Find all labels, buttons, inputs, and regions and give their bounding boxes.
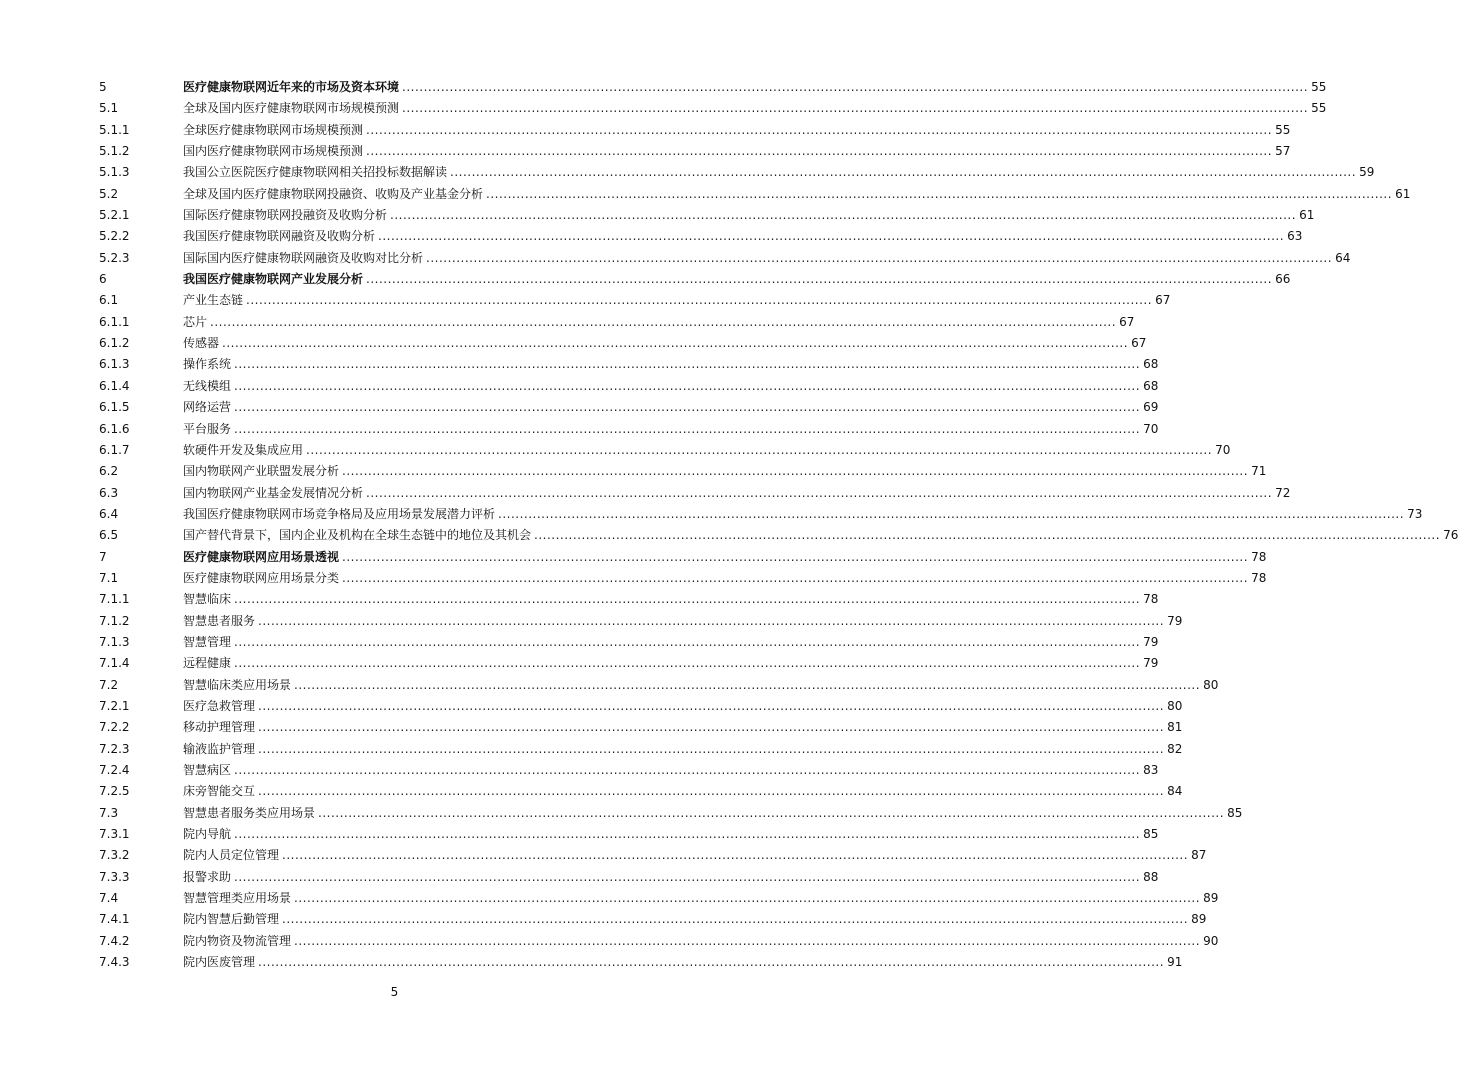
toc-entry[interactable] <box>99 888 1219 909</box>
toc-entry-number: 7.1 <box>99 570 119 585</box>
dot-leader: .................................................................................................................................................................................................................. <box>378 229 1285 244</box>
toc-entry-title: 网络运营 <box>183 400 232 415</box>
dot-leader: .................................................................................................................................................................................................................. <box>258 955 1165 970</box>
toc-entry[interactable] <box>99 739 1183 760</box>
toc-entry[interactable] <box>99 845 1207 866</box>
toc-entry-title: 国际国内医疗健康物联网融资及收购对比分析 <box>183 250 424 265</box>
toc-entry[interactable] <box>99 611 1183 632</box>
dot-leader: .................................................................................................................................................................................................................. <box>342 570 1249 585</box>
toc-entry[interactable] <box>99 376 1159 397</box>
toc-entry-number: 5.1.3 <box>99 165 130 180</box>
toc-entry-page: 63 <box>1287 229 1303 244</box>
toc-entry-page: 68 <box>1143 357 1159 372</box>
toc-entry-number: 7.3.3 <box>99 869 130 884</box>
toc-entry-title: 医疗健康物联网应用场景分类 <box>183 570 340 585</box>
toc-entry-page: 55 <box>1311 80 1327 94</box>
dot-leader: .................................................................................................................................................................................................................. <box>234 400 1141 415</box>
toc-entry-number: 7.1.3 <box>99 634 130 649</box>
dot-leader: .................................................................................................................................................................................................................. <box>234 421 1141 436</box>
toc-entry-number: 7.2.4 <box>99 763 130 777</box>
toc-entry-page: 55 <box>1275 122 1291 137</box>
dot-leader: .................................................................................................................................................................................................................. <box>258 741 1165 756</box>
dot-leader: .................................................................................................................................................................................................................. <box>294 933 1201 948</box>
dot-leader: .................................................................................................................................................................................................................. <box>246 293 1153 308</box>
toc-entry[interactable] <box>99 184 1411 205</box>
toc-entry-title: 国内医疗健康物联网市场规模预测 <box>183 144 364 159</box>
toc-entry-title: 智慧管理类应用场景 <box>183 891 292 906</box>
toc-entry-number: 5.2.3 <box>99 250 130 265</box>
toc-entry[interactable] <box>99 696 1183 717</box>
dot-leader: .................................................................................................................................................................................................................. <box>282 848 1189 863</box>
toc-entry[interactable] <box>99 98 1327 119</box>
toc-entry-title: 智慧病区 <box>183 763 232 777</box>
dot-leader: .................................................................................................................................................................................................................. <box>498 506 1405 521</box>
dot-leader: .................................................................................................................................................................................................................. <box>318 805 1225 820</box>
toc-entry[interactable] <box>99 653 1159 674</box>
toc-entry-page: 89 <box>1191 912 1207 927</box>
page-number: 5 <box>390 985 399 999</box>
dot-leader: .................................................................................................................................................................................................................. <box>258 698 1165 713</box>
dot-leader: .................................................................................................................................................................................................................. <box>294 677 1201 692</box>
toc-entry-title: 国产替代背景下，国内企业及机构在全球生态链中的地位及其机会 <box>183 528 532 543</box>
toc-entry-title: 医疗健康物联网近年来的市场及资本环境 <box>183 80 400 94</box>
toc-entry-number: 5.2.1 <box>99 208 130 223</box>
toc-entry[interactable] <box>99 141 1291 162</box>
toc-entry-page: 68 <box>1143 378 1159 393</box>
dot-leader: .................................................................................................................................................................................................................. <box>366 272 1273 287</box>
toc-entry-title: 无线模组 <box>183 378 232 393</box>
toc-entry-title: 智慧患者服务 <box>183 613 256 628</box>
toc-entry-page: 89 <box>1203 891 1219 906</box>
toc-entry[interactable] <box>99 354 1159 375</box>
toc-entry-number: 6.3 <box>99 485 119 500</box>
toc-entry-title: 床旁智能交互 <box>183 784 256 799</box>
dot-leader: .................................................................................................................................................................................................................. <box>258 784 1165 799</box>
toc-entry-page: 81 <box>1167 720 1183 735</box>
toc-entry-title: 我国公立医院医疗健康物联网相关招投标数据解读 <box>183 165 448 180</box>
toc-entry-page: 70 <box>1215 442 1231 457</box>
toc-entry-title: 全球及国内医疗健康物联网投融资、收购及产业基金分析 <box>183 186 484 201</box>
toc-entry-title: 移动护理管理 <box>183 720 256 735</box>
toc-entry-page: 88 <box>1143 869 1159 884</box>
dot-leader: .................................................................................................................................................................................................................. <box>402 80 1309 94</box>
toc-entry[interactable] <box>99 440 1231 461</box>
toc-entry[interactable] <box>99 717 1183 738</box>
toc-entry-number: 6.1.3 <box>99 357 130 372</box>
dot-leader: .................................................................................................................................................................................................................. <box>402 101 1309 116</box>
toc-entry[interactable] <box>99 632 1159 653</box>
toc-entry[interactable] <box>99 525 1458 546</box>
toc-entry[interactable] <box>99 781 1183 802</box>
dot-leader: .................................................................................................................................................................................................................. <box>234 763 1141 777</box>
toc-entry-page: 66 <box>1275 272 1291 287</box>
dot-leader: .................................................................................................................................................................................................................. <box>234 827 1141 842</box>
dot-leader: .................................................................................................................................................................................................................. <box>234 357 1141 372</box>
dot-leader: .................................................................................................................................................................................................................. <box>258 613 1165 628</box>
toc-entry[interactable] <box>99 226 1303 247</box>
toc-entry-title: 院内物资及物流管理 <box>183 933 292 948</box>
toc-entry-page: 69 <box>1143 400 1159 415</box>
toc-entry-title: 国际医疗健康物联网投融资及收购分析 <box>183 208 388 223</box>
toc-entry-number: 5.2 <box>99 186 119 201</box>
toc-entry-number: 6.1.7 <box>99 442 130 457</box>
toc-entry-title: 传感器 <box>183 336 220 351</box>
toc-entry-title: 智慧临床 <box>183 592 232 607</box>
toc-entry-number: 7.4.2 <box>99 933 130 948</box>
toc-entry-number: 5 <box>99 80 107 94</box>
toc-entry[interactable] <box>99 589 1159 610</box>
toc-entry[interactable] <box>99 269 1291 290</box>
toc-entry-number: 7.3.2 <box>99 848 130 863</box>
toc-entry[interactable] <box>99 568 1267 589</box>
toc-entry-number: 7.1.2 <box>99 613 130 628</box>
toc-entry-page: 59 <box>1359 165 1375 180</box>
toc-entry-number: 7.4 <box>99 891 119 906</box>
toc-entry-number: 6.2 <box>99 464 119 479</box>
toc-entry-page: 76 <box>1443 528 1458 543</box>
toc-entry-page: 67 <box>1119 314 1135 329</box>
toc-entry-page: 57 <box>1275 144 1291 159</box>
dot-leader: .................................................................................................................................................................................................................. <box>282 912 1189 927</box>
toc-entry[interactable] <box>99 909 1207 930</box>
toc-entry-title: 操作系统 <box>183 357 232 372</box>
toc-entry-page: 72 <box>1275 485 1291 500</box>
toc-entry-title: 报警求助 <box>183 869 232 884</box>
toc-entry-title: 智慧临床类应用场景 <box>183 677 292 692</box>
toc-entry-number: 5.1 <box>99 101 119 116</box>
toc-entry-page: 71 <box>1251 464 1267 479</box>
toc-entry-page: 82 <box>1167 741 1183 756</box>
toc-entry-number: 6.1.4 <box>99 378 130 393</box>
toc-entry-page: 84 <box>1167 784 1183 799</box>
toc-entry-page: 83 <box>1143 763 1159 777</box>
toc-entry-number: 6.1.1 <box>99 314 130 329</box>
dot-leader: .................................................................................................................................................................................................................. <box>234 869 1141 884</box>
toc-entry-page: 87 <box>1191 848 1207 863</box>
toc-entry[interactable] <box>99 461 1267 482</box>
dot-leader: .................................................................................................................................................................................................................. <box>390 208 1297 223</box>
toc-entry-title: 智慧患者服务类应用场景 <box>183 805 316 820</box>
toc-entry[interactable] <box>99 760 1159 781</box>
toc-entry-title: 远程健康 <box>183 656 232 671</box>
toc-entry-number: 5.1.1 <box>99 122 130 137</box>
dot-leader: .................................................................................................................................................................................................................. <box>234 378 1141 393</box>
dot-leader: .................................................................................................................................................................................................................. <box>234 592 1141 607</box>
toc-entry-title: 院内人员定位管理 <box>183 848 280 863</box>
toc-entry-page: 64 <box>1335 250 1351 265</box>
toc-entry-page: 67 <box>1131 336 1147 351</box>
toc-entry-title: 产业生态链 <box>183 293 244 308</box>
toc-entry[interactable] <box>99 312 1135 333</box>
toc-entry[interactable] <box>99 290 1171 311</box>
toc-entry-number: 6.1.5 <box>99 400 130 415</box>
toc-entry[interactable] <box>99 333 1147 354</box>
toc-entry-number: 6.4 <box>99 506 119 521</box>
dot-leader: .................................................................................................................................................................................................................. <box>222 336 1129 351</box>
toc-entry-page: 91 <box>1167 955 1183 970</box>
dot-leader: .................................................................................................................................................................................................................. <box>306 442 1213 457</box>
toc-entry[interactable] <box>99 483 1291 504</box>
toc-entry-title: 智慧管理 <box>183 634 232 649</box>
toc-entry-title: 我国医疗健康物联网市场竞争格局及应用场景发展潜力评析 <box>183 506 496 521</box>
toc-entry[interactable] <box>99 162 1375 183</box>
toc-entry-page: 67 <box>1155 293 1171 308</box>
toc-entry[interactable] <box>99 675 1219 696</box>
toc-entry-number: 5.2.2 <box>99 229 130 244</box>
toc-entry-page: 85 <box>1227 805 1243 820</box>
toc-entry-page: 79 <box>1167 613 1183 628</box>
toc-entry-number: 6.1.2 <box>99 336 130 351</box>
toc-entry-page: 78 <box>1143 592 1159 607</box>
dot-leader: .................................................................................................................................................................................................................. <box>366 122 1273 137</box>
dot-leader: .................................................................................................................................................................................................................. <box>342 549 1249 564</box>
dot-leader: .................................................................................................................................................................................................................. <box>366 485 1273 500</box>
toc-entry[interactable] <box>99 803 1243 824</box>
toc-entry-number: 7.2.1 <box>99 698 130 713</box>
dot-leader: .................................................................................................................................................................................................................. <box>366 144 1273 159</box>
toc-entry-number: 7.3 <box>99 805 119 820</box>
toc-entry[interactable] <box>99 77 1327 98</box>
toc-entry[interactable] <box>99 867 1159 888</box>
toc-entry-title: 输液监护管理 <box>183 741 256 756</box>
toc-entry-page: 61 <box>1395 186 1411 201</box>
dot-leader: .................................................................................................................................................................................................................. <box>294 891 1201 906</box>
toc-entry-number: 7.3.1 <box>99 827 130 842</box>
dot-leader: .................................................................................................................................................................................................................. <box>210 314 1117 329</box>
toc-entry-page: 55 <box>1311 101 1327 116</box>
toc-entry-number: 6 <box>99 272 107 287</box>
toc-entry-number: 7.2.5 <box>99 784 130 799</box>
toc-entry-number: 7.1.4 <box>99 656 130 671</box>
toc-entry[interactable] <box>99 248 1351 269</box>
toc-entry-page: 78 <box>1251 570 1267 585</box>
toc-entry[interactable] <box>99 205 1315 226</box>
toc-entry-title: 全球医疗健康物联网市场规模预测 <box>183 122 364 137</box>
toc-entry-page: 80 <box>1167 698 1183 713</box>
toc-entry[interactable] <box>99 504 1423 525</box>
toc-entry-title: 我国医疗健康物联网产业发展分析 <box>183 272 364 287</box>
toc-entry[interactable] <box>99 931 1219 952</box>
toc-entry-number: 6.1 <box>99 293 119 308</box>
toc-entry[interactable] <box>99 824 1159 845</box>
dot-leader: .................................................................................................................................................................................................................. <box>426 250 1333 265</box>
toc-entry[interactable] <box>99 397 1159 418</box>
toc-entry-number: 6.5 <box>99 528 119 543</box>
toc-entry-title: 院内医废管理 <box>183 955 256 970</box>
toc-entry-number: 7.4.3 <box>99 955 130 970</box>
toc-entry-number: 7.4.1 <box>99 912 130 927</box>
toc-entry-number: 7.2.2 <box>99 720 130 735</box>
toc-entry-page: 73 <box>1407 506 1423 521</box>
dot-leader: .................................................................................................................................................................................................................. <box>342 464 1249 479</box>
toc-entry-number: 5.1.2 <box>99 144 130 159</box>
toc-entry-title: 国内物联网产业基金发展情况分析 <box>183 485 364 500</box>
toc-entry[interactable] <box>99 419 1159 440</box>
toc-entry-number: 6.1.6 <box>99 421 130 436</box>
dot-leader: .................................................................................................................................................................................................................. <box>234 656 1141 671</box>
toc-entry[interactable] <box>99 952 1183 973</box>
toc-entry-title: 全球及国内医疗健康物联网市场规模预测 <box>183 101 400 116</box>
dot-leader: .................................................................................................................................................................................................................. <box>486 186 1393 201</box>
toc-entry-title: 国内物联网产业联盟发展分析 <box>183 464 340 479</box>
toc-entry-page: 79 <box>1143 634 1159 649</box>
toc-entry-number: 7 <box>99 549 107 564</box>
toc-entry[interactable] <box>99 547 1267 568</box>
toc-entry-title: 院内智慧后勤管理 <box>183 912 280 927</box>
toc-entry-number: 7.1.1 <box>99 592 130 607</box>
toc-entry-page: 61 <box>1299 208 1315 223</box>
toc-entry-title: 软硬件开发及集成应用 <box>183 442 304 457</box>
dot-leader: .................................................................................................................................................................................................................. <box>534 528 1441 543</box>
toc-entry-title: 医疗健康物联网应用场景透视 <box>183 549 340 564</box>
toc-entry-page: 79 <box>1143 656 1159 671</box>
toc-entry-page: 90 <box>1203 933 1219 948</box>
toc-entry-title: 芯片 <box>183 314 208 329</box>
toc-entry-title: 我国医疗健康物联网融资及收购分析 <box>183 229 376 244</box>
table-of-contents <box>99 77 1458 973</box>
toc-entry-title: 平台服务 <box>183 421 232 436</box>
toc-entry-number: 7.2 <box>99 677 119 692</box>
toc-entry-page: 70 <box>1143 421 1159 436</box>
toc-entry-title: 院内导航 <box>183 827 232 842</box>
dot-leader: .................................................................................................................................................................................................................. <box>258 720 1165 735</box>
dot-leader: .................................................................................................................................................................................................................. <box>450 165 1357 180</box>
toc-entry-title: 医疗急救管理 <box>183 698 256 713</box>
toc-entry-page: 85 <box>1143 827 1159 842</box>
toc-entry[interactable] <box>99 120 1291 141</box>
toc-entry-page: 78 <box>1251 549 1267 564</box>
toc-entry-number: 7.2.3 <box>99 741 130 756</box>
toc-entry-page: 80 <box>1203 677 1219 692</box>
dot-leader: .................................................................................................................................................................................................................. <box>234 634 1141 649</box>
